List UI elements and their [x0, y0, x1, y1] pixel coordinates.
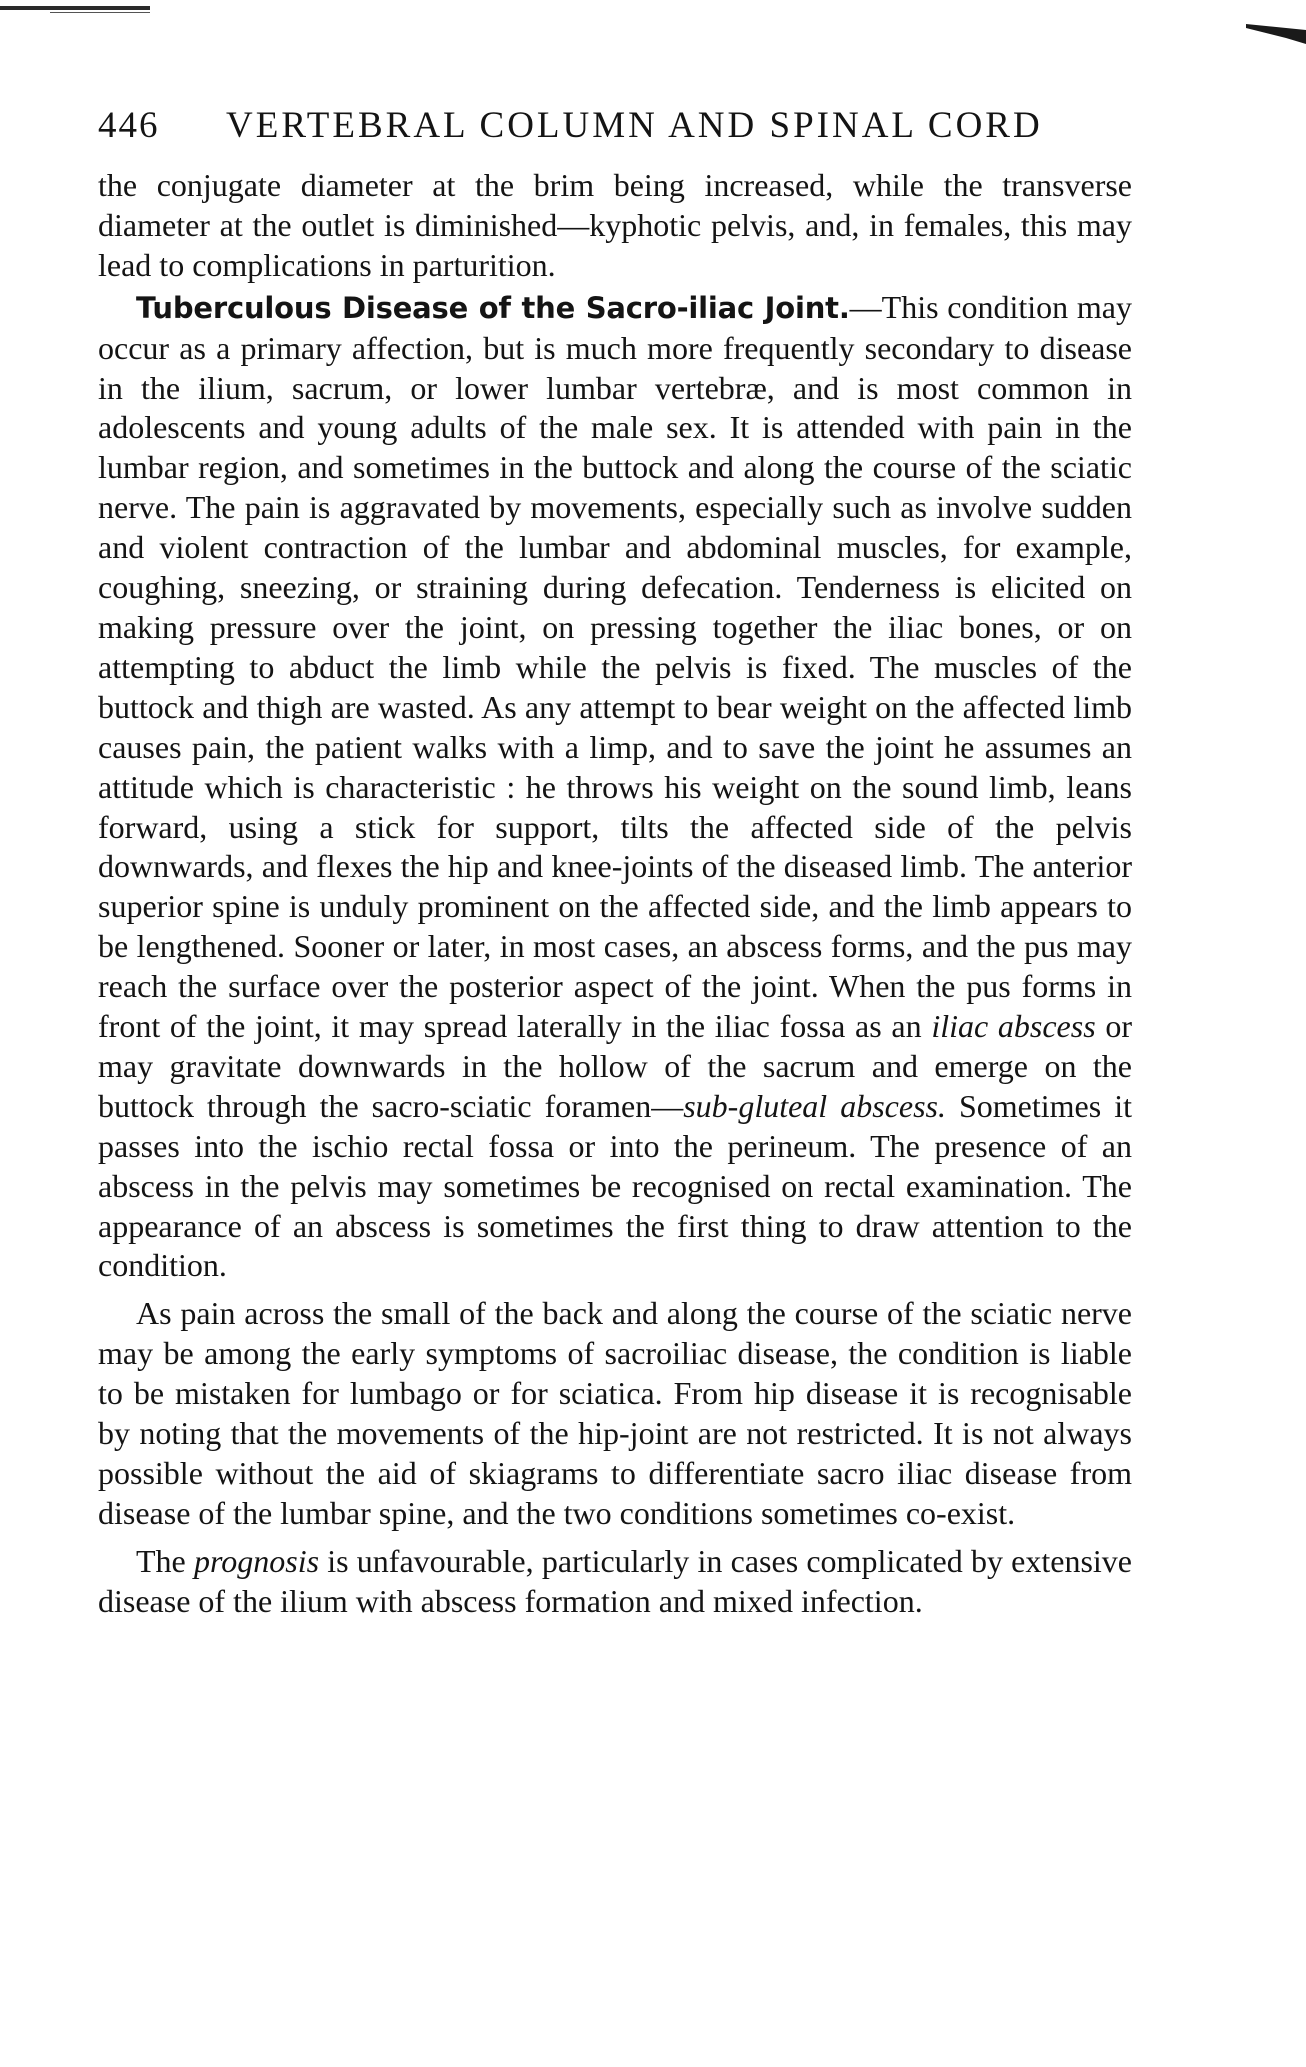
paragraph-2-text-a: —This condition may occur as a primary affection, but is much more frequently secondary to disease in the ilium, sacrum, or lower lumbar vertebræ, and is most common in adolescents and young adults of the male sex. It is attended with pain in the lumbar region, and sometimes in the buttock and along the course of the sciatic nerve. The pain is aggravated by movements, especially such as involve sudden and violent contraction of the lumbar and abdominal muscles, for example, coughing, sneezing, or straining during defecation. Tenderness is elicited on making pressure over the joint, on pressing together the iliac bones, or on attempting to abduct the limb while the pelvis is fixed. The muscles of the buttock and thigh are wasted. As any attempt to bear weight on the affected limb causes pain, the patient walks with a limp, and to save the joint he assumes an attitude which is characteristic : he throws his weight on the sound limb, leans forward, using a stick for support, tilts the affected side of the pelvis downwards, and flexes the hip and knee-joints of the diseased limb. The anterior superior spine is unduly prominent on the affected side, and the limb appears to be lengthened. Sooner or later, in most cases, an abscess forms, and the pus may reach the surface over the posterior aspect of the joint. When the pus forms in front of the joint, it may spread laterally in the iliac fossa as an [98, 288, 1132, 1045]
paragraph-2-text-c: Sometimes it passes into the ischio rectal fossa or into the perineum. The presence of an abscess in the pelvis may sometimes be recognised on rectal examination. The appearance of an abscess is sometimes the first thing to draw attention to the condition. [98, 1087, 1132, 1284]
book-page [98, 104, 1132, 1624]
paragraph-2 [98, 288, 1132, 1287]
paragraph-2-text-b: or may gravitate downwards in the hollow of the sacrum and emerge on the buttock through the sacro-sciatic foramen— [98, 1008, 1133, 1124]
page-number: 446 [98, 105, 160, 146]
paragraph-4-text-a: The [136, 1542, 194, 1579]
italic-term-sub-gluteal-abscess: sub-gluteal abscess. [683, 1087, 946, 1124]
paragraph-1-text: the conjugate diameter at the brim being increased, while the transverse diameter at the outlet is diminished—kyphotic pelvis, and, in females, this may lead to complications in parturition. [98, 167, 1132, 283]
body-text [98, 166, 1132, 1622]
paragraph-3 [98, 1294, 1132, 1533]
italic-term-iliac-abscess: iliac abscess [931, 1008, 1096, 1045]
corner-arrow-mark [1246, 20, 1306, 44]
running-head [98, 104, 1132, 154]
paragraph-4 [98, 1542, 1132, 1622]
scan-edge-mark [0, 6, 150, 10]
section-heading: Tuberculous Disease of the Sacro-iliac Joint. [136, 290, 850, 325]
paragraph-3-text: As pain across the small of the back and along the course of the sciatic nerve may be among the early symptoms of sacroiliac disease, the condition is liable to be mistaken for lumbago or for sciatica. From hip disease it is recognisable by noting that the movements of the hip-joint are not restricted. It is not always possible without the aid of skiagrams to differentiate sacro iliac disease from disease of the lumbar spine, and the two conditions sometimes co-exist. [98, 1295, 1132, 1531]
italic-term-prognosis: prognosis [193, 1542, 320, 1579]
running-title: VERTEBRAL COLUMN AND SPINAL CORD [226, 105, 1043, 146]
paragraph-4-text-b: is unfavourable, particularly in cases complicated by extensive disease of the ilium with abscess formation and mixed infection. [98, 1542, 1133, 1619]
paragraph-1 [98, 166, 1132, 286]
